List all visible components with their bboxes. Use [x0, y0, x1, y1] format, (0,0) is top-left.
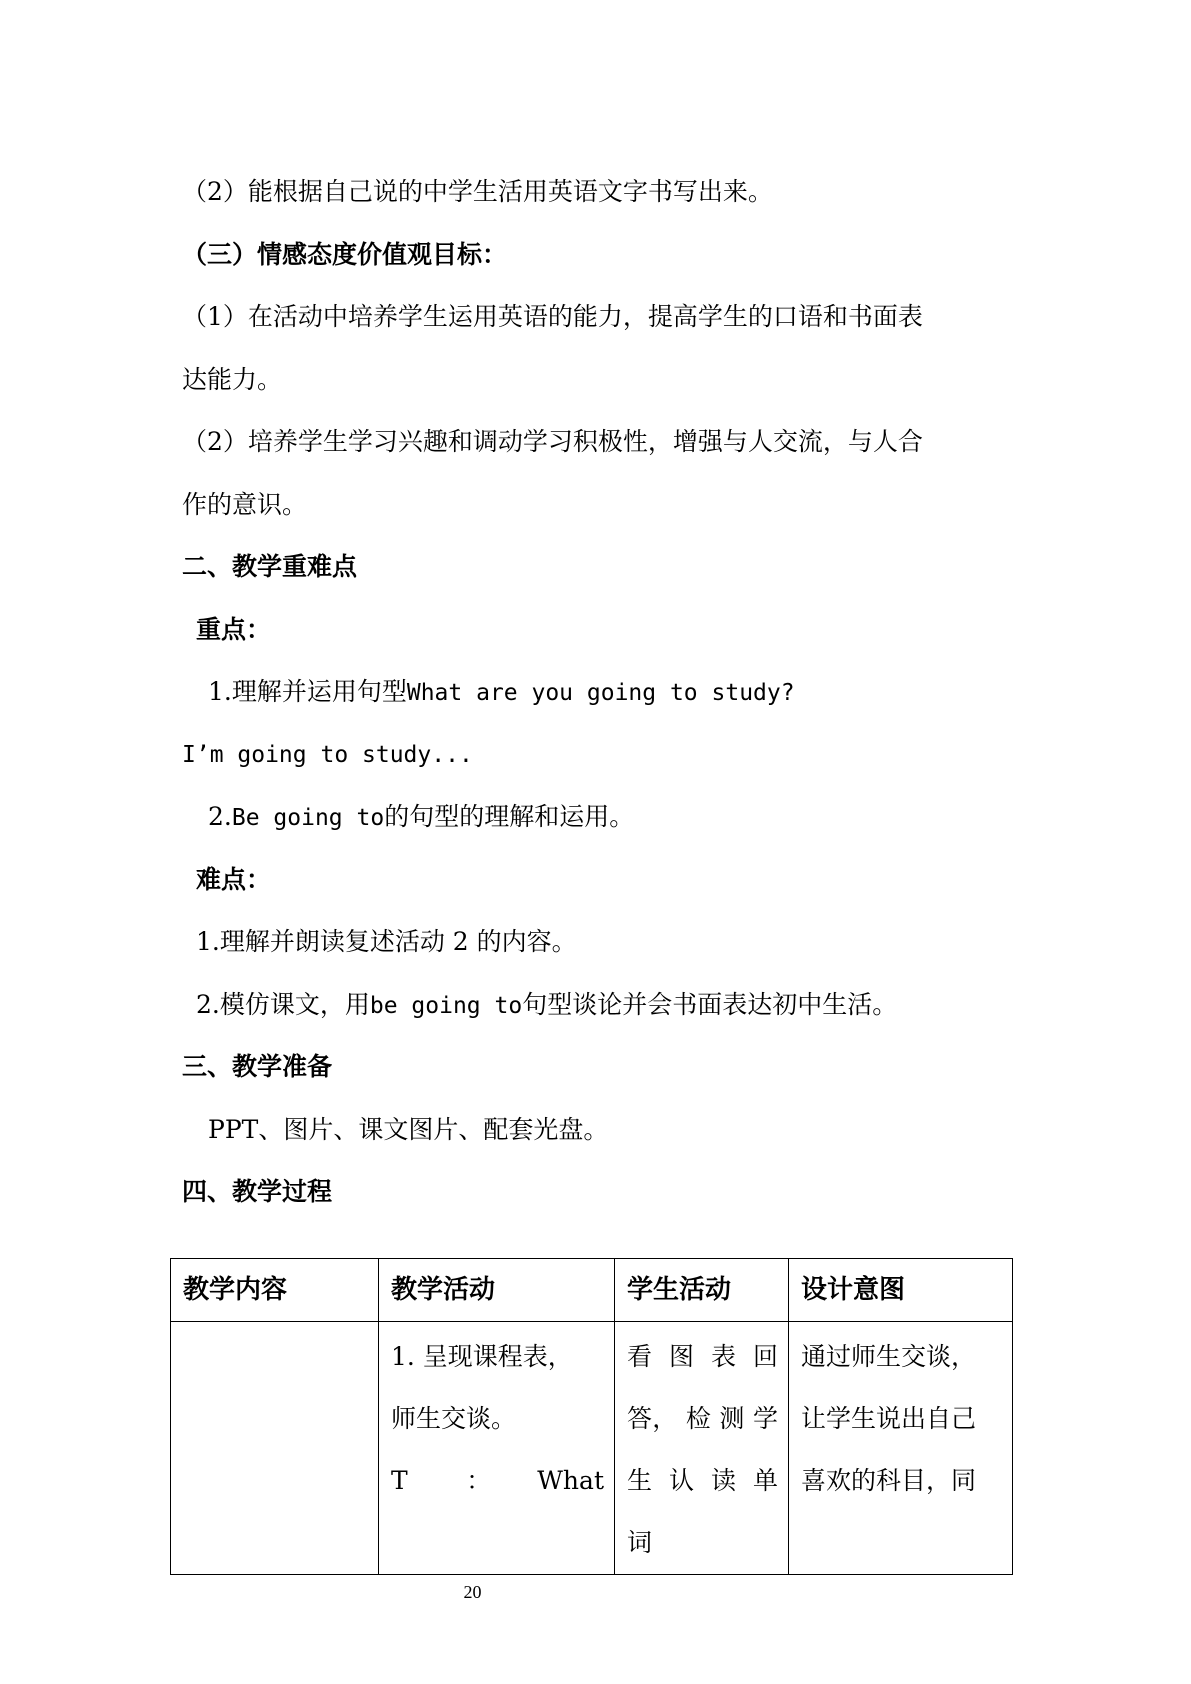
- cell-line: 答， 检 测 学: [627, 1404, 778, 1433]
- text-line: 达能力。: [182, 365, 283, 394]
- text-span: Be going to: [231, 805, 385, 831]
- text-span: 2.: [208, 802, 232, 831]
- text-line: （2）培养学生学习兴趣和调动学习积极性，增强与人交流，与人合: [182, 427, 923, 456]
- text-line: [208, 675, 795, 710]
- cell-line: 通过师生交谈，: [801, 1342, 977, 1371]
- cell-line: 看 图 表 回: [627, 1342, 778, 1371]
- section-heading: 四、教学过程: [182, 1177, 333, 1206]
- cell-line: 师生交谈。: [391, 1404, 517, 1433]
- table-cell-student: [615, 1322, 789, 1575]
- cell-line: 喜欢的科目，同: [801, 1466, 977, 1495]
- table-cell-content: [171, 1322, 379, 1575]
- text-line: I’m going to study...: [182, 742, 473, 768]
- subsection-heading: （三）情感态度价值观目标：: [182, 240, 508, 269]
- text-line: PPT、图片、课文图片、配套光盘。: [208, 1115, 609, 1144]
- text-span: 1.理解并运用句型: [208, 677, 407, 706]
- table-header-row: [171, 1259, 1013, 1322]
- section-heading: 三、教学准备: [182, 1052, 333, 1081]
- cell-line: 1. 呈现课程表，: [391, 1342, 573, 1371]
- cell-line: 生 认 读 单 词: [627, 1466, 778, 1557]
- table-cell-activity: [379, 1322, 615, 1575]
- subsection-heading: 难点：: [196, 865, 272, 894]
- header-intent: 设计意图: [789, 1259, 1013, 1322]
- text-span: 2.模仿课文，用: [196, 990, 370, 1019]
- process-table: [170, 1258, 1013, 1575]
- page-number: 20: [463, 1582, 482, 1602]
- text-line: （2）能根据自己说的中学生活用英语文字书写出来。: [182, 177, 773, 206]
- table-cell-intent: [789, 1322, 1013, 1575]
- header-activity: 教学活动: [379, 1259, 615, 1322]
- cell-line: 让学生说出自己: [801, 1404, 977, 1433]
- table-row: [171, 1322, 1013, 1575]
- text-span: 的句型的理解和运用。: [384, 802, 635, 831]
- text-span: 句型谈论并会书面表达初中生活。: [522, 990, 898, 1019]
- header-content: 教学内容: [171, 1259, 379, 1322]
- text-line: 1.理解并朗读复述活动 2 的内容。: [196, 927, 577, 956]
- cell-line: T ： What: [391, 1466, 604, 1495]
- text-line: [196, 988, 897, 1023]
- header-student: 学生活动: [615, 1259, 789, 1322]
- text-line: [208, 800, 634, 835]
- text-span: What are you going to study?: [406, 680, 795, 706]
- text-line: （1）在活动中培养学生运用英语的能力，提高学生的口语和书面表: [182, 302, 923, 331]
- text-span: be going to: [369, 993, 523, 1019]
- section-heading: 二、教学重难点: [182, 552, 358, 581]
- text-line: 作的意识。: [182, 490, 308, 519]
- subsection-heading: 重点：: [196, 615, 272, 644]
